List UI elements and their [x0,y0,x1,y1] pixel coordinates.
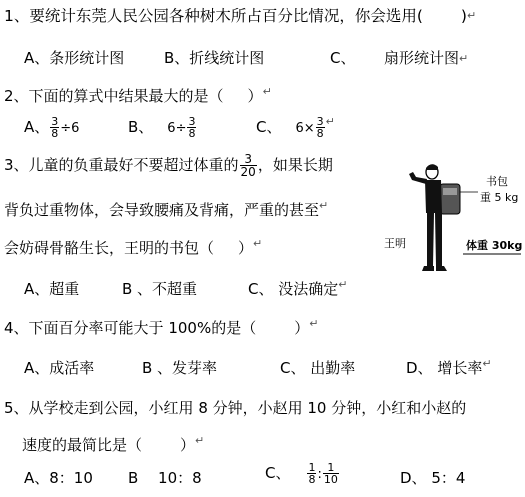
q4-option-b: B 、发芽率 [142,359,218,377]
q3-line-2-text: 背负过重物体，会导致腰痛及背痛，严重的甚至 [4,201,320,219]
q5-option-a: A、8：10 [24,469,93,487]
q3-line-3-end: ） [238,239,254,257]
q4-option-c: C、 出勤率 [280,359,356,377]
q4-option-a: A、成活率 [24,359,95,377]
q3-line-1-b: ，如果长期 [257,156,333,174]
fraction-denominator: 20 [240,165,256,179]
q4-stem [4,317,319,338]
fraction-denominator: 8 [51,127,59,140]
q5-option-c [265,462,340,485]
q4-stem-text: 4、下面百分率可能大于 100%的是（ [4,319,257,337]
q5-line-2 [22,434,205,455]
q3-option-c [248,278,348,299]
q2-option-c-label: C、 [256,118,282,136]
q2-option-c [256,115,335,140]
bag-label: 书包 [486,175,508,188]
q2-option-b-fraction [187,116,196,139]
q1-stem-text: 1、要统计东莞人民公园各种树木所占百分比情况，你会选用( [4,7,423,25]
q2-option-a-op: ÷6 [60,121,80,136]
fraction-denominator: 8 [316,127,324,140]
q3-line-1 [4,153,333,178]
q2-option-a [24,116,79,139]
q5-option-c-fraction-2 [323,462,339,485]
return-mark: ↵ [253,237,263,250]
q2-stem-end: ） [247,87,263,105]
q1-option-c-text: 扇形统计图 [384,49,460,67]
q2-option-b-label: B、 [128,118,154,136]
q4-stem-end: ） [294,319,310,337]
q2-option-c-fraction [316,116,325,139]
q5-line-2-end: ） [180,436,196,454]
q3-option-a: A、超重 [24,280,80,298]
fraction-denominator: 8 [308,473,316,486]
return-mark: ↵ [325,115,335,128]
q1-option-c-label: C、 [330,49,356,67]
q5-option-d: D、 5：4 [400,469,466,487]
q3-line-3 [4,237,263,258]
fraction-numerator: 1 [323,462,339,474]
q3-fraction [240,153,257,178]
q1-option-b: B、折线统计图 [164,49,265,67]
q2-option-a-label: A、 [24,118,50,136]
body-weight: 体重 30kg [466,239,523,252]
q3-illustration [384,158,523,278]
q1-stem-end: ) [460,7,467,25]
return-mark: ↵ [459,52,469,65]
q2-option-c-op: 6× [295,121,315,136]
return-mark: ↵ [319,199,329,212]
return-mark: ↵ [262,85,272,98]
return-mark: ↵ [309,317,319,330]
q1-option-c [384,48,468,68]
q5-line-2-text: 速度的最简比是（ [22,436,143,454]
return-mark: ↵ [466,9,477,22]
q5-option-c-fraction-1 [307,462,316,485]
q2-option-a-fraction [50,116,59,139]
q5-option-c-sep: : [317,467,322,482]
fraction-denominator: 8 [188,127,196,140]
fraction-numerator: 3 [240,153,257,166]
fraction-numerator: 3 [51,115,59,128]
q5-line-1: 5、从学校走到公园，小红用 8 分钟，小赵用 10 分钟，小红和小赵的 [4,399,467,417]
q3-line-1-a: 3、儿童的负重最好不要超过体重的 [4,156,239,174]
q3-line-3-text: 会妨碍骨骼生长，王明的书包（ [4,239,215,257]
q3-option-c-text: C、 没法确定 [248,280,339,298]
q3-line-2 [4,199,329,220]
q5-option-c-label: C、 [265,464,291,482]
bag-weight: 重 5 kg [480,191,519,204]
return-mark: ↵ [482,357,492,370]
q4-option-d-text: D、 增长率 [406,359,483,377]
q5-option-b: B 10：8 [128,469,202,487]
q4-option-d [406,357,492,378]
boy-name: 王明 [384,237,406,250]
fraction-numerator: 3 [316,115,324,128]
return-mark: ↵ [338,278,348,291]
q3-option-b: B 、不超重 [122,280,198,298]
fraction-numerator: 1 [308,461,316,474]
q2-option-b [128,116,197,139]
q1-stem [4,6,476,26]
q2-stem [4,85,272,106]
q1-option-a: A、条形统计图 [24,49,125,67]
return-mark: ↵ [195,434,205,447]
fraction-denominator: 10 [323,473,338,486]
q2-stem-text: 2、下面的算式中结果最大的是（ [4,87,224,105]
q2-option-b-op: 6÷ [167,121,187,136]
fraction-numerator: 3 [188,115,196,128]
